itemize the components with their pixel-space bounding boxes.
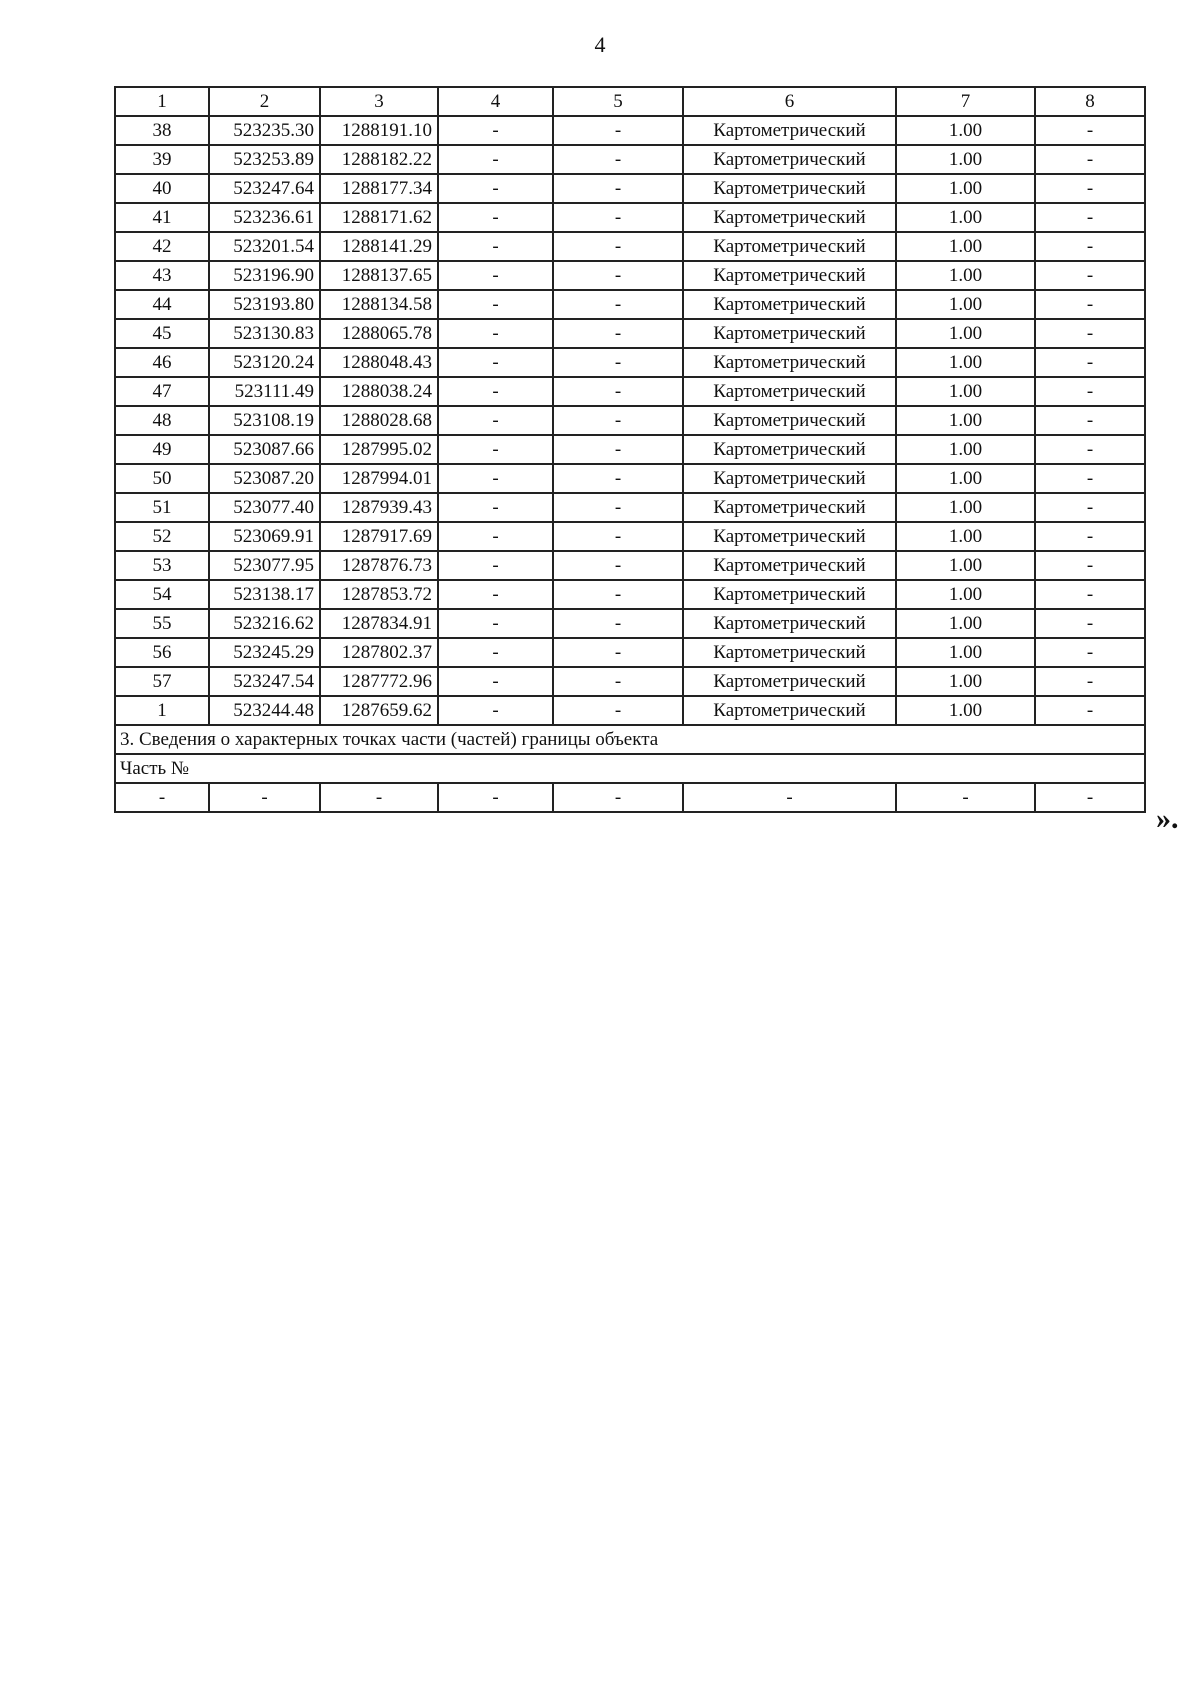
col8-cell: - [1035, 580, 1145, 609]
x-coord-cell: 523253.89 [209, 145, 320, 174]
col8-cell: - [1035, 232, 1145, 261]
empty-data-row [115, 783, 1145, 812]
x-coord-cell: 523138.17 [209, 580, 320, 609]
col8-cell: - [1035, 667, 1145, 696]
col4-cell: - [438, 638, 553, 667]
table-row [115, 638, 1145, 667]
method-cell: Картометрический [683, 377, 896, 406]
method-cell: Картометрический [683, 174, 896, 203]
col8-cell: - [1035, 406, 1145, 435]
header-cell: 6 [683, 87, 896, 116]
method-cell: Картометрический [683, 116, 896, 145]
method-cell: Картометрический [683, 232, 896, 261]
col4-cell: - [438, 464, 553, 493]
point-number-cell: 56 [115, 638, 209, 667]
accuracy-cell: 1.00 [896, 261, 1035, 290]
accuracy-cell: 1.00 [896, 290, 1035, 319]
accuracy-cell: 1.00 [896, 638, 1035, 667]
col4-cell: - [438, 203, 553, 232]
point-number-cell: 57 [115, 667, 209, 696]
point-number-cell: 43 [115, 261, 209, 290]
section3-body [115, 725, 1145, 812]
accuracy-cell: 1.00 [896, 522, 1035, 551]
table-row [115, 435, 1145, 464]
col4-cell: - [438, 377, 553, 406]
table-row [115, 522, 1145, 551]
col5-cell: - [553, 116, 683, 145]
col8-cell: - [1035, 348, 1145, 377]
y-coord-cell: 1287995.02 [320, 435, 438, 464]
empty-cell: - [1035, 783, 1145, 812]
col5-cell: - [553, 290, 683, 319]
col4-cell: - [438, 290, 553, 319]
col4-cell: - [438, 348, 553, 377]
table-row [115, 319, 1145, 348]
col8-cell: - [1035, 609, 1145, 638]
table-body [115, 87, 1145, 725]
accuracy-cell: 1.00 [896, 696, 1035, 725]
y-coord-cell: 1288065.78 [320, 319, 438, 348]
col5-cell: - [553, 174, 683, 203]
x-coord-cell: 523193.80 [209, 290, 320, 319]
point-number-cell: 46 [115, 348, 209, 377]
empty-cell: - [683, 783, 896, 812]
col5-cell: - [553, 551, 683, 580]
col4-cell: - [438, 522, 553, 551]
header-cell: 2 [209, 87, 320, 116]
col8-cell: - [1035, 377, 1145, 406]
header-cell: 7 [896, 87, 1035, 116]
method-cell: Картометрический [683, 580, 896, 609]
point-number-cell: 39 [115, 145, 209, 174]
accuracy-cell: 1.00 [896, 667, 1035, 696]
point-number-cell: 45 [115, 319, 209, 348]
table-row [115, 203, 1145, 232]
method-cell: Картометрический [683, 290, 896, 319]
col4-cell: - [438, 435, 553, 464]
accuracy-cell: 1.00 [896, 580, 1035, 609]
point-number-cell: 49 [115, 435, 209, 464]
col5-cell: - [553, 145, 683, 174]
empty-cell: - [209, 783, 320, 812]
y-coord-cell: 1287994.01 [320, 464, 438, 493]
accuracy-cell: 1.00 [896, 493, 1035, 522]
col5-cell: - [553, 203, 683, 232]
point-number-cell: 48 [115, 406, 209, 435]
x-coord-cell: 523201.54 [209, 232, 320, 261]
header-cell: 8 [1035, 87, 1145, 116]
accuracy-cell: 1.00 [896, 174, 1035, 203]
section3-title-row [115, 725, 1145, 754]
table-row [115, 232, 1145, 261]
closing-quote-mark: ». [1156, 802, 1179, 835]
accuracy-cell: 1.00 [896, 435, 1035, 464]
x-coord-cell: 523087.66 [209, 435, 320, 464]
empty-cell: - [438, 783, 553, 812]
table-row [115, 667, 1145, 696]
col5-cell: - [553, 377, 683, 406]
empty-cell: - [320, 783, 438, 812]
point-number-cell: 1 [115, 696, 209, 725]
method-cell: Картометрический [683, 319, 896, 348]
table-row [115, 406, 1145, 435]
part-label-row [115, 754, 1145, 783]
x-coord-cell: 523077.95 [209, 551, 320, 580]
point-number-cell: 52 [115, 522, 209, 551]
x-coord-cell: 523235.30 [209, 116, 320, 145]
col5-cell: - [553, 667, 683, 696]
y-coord-cell: 1288038.24 [320, 377, 438, 406]
col8-cell: - [1035, 319, 1145, 348]
point-number-cell: 40 [115, 174, 209, 203]
x-coord-cell: 523108.19 [209, 406, 320, 435]
col4-cell: - [438, 232, 553, 261]
col4-cell: - [438, 667, 553, 696]
table-row [115, 348, 1145, 377]
col5-cell: - [553, 261, 683, 290]
accuracy-cell: 1.00 [896, 609, 1035, 638]
y-coord-cell: 1288048.43 [320, 348, 438, 377]
table-row [115, 377, 1145, 406]
y-coord-cell: 1288134.58 [320, 290, 438, 319]
col4-cell: - [438, 174, 553, 203]
col5-cell: - [553, 522, 683, 551]
accuracy-cell: 1.00 [896, 203, 1035, 232]
col4-cell: - [438, 609, 553, 638]
col8-cell: - [1035, 638, 1145, 667]
x-coord-cell: 523077.40 [209, 493, 320, 522]
point-number-cell: 38 [115, 116, 209, 145]
x-coord-cell: 523247.64 [209, 174, 320, 203]
point-number-cell: 55 [115, 609, 209, 638]
accuracy-cell: 1.00 [896, 348, 1035, 377]
col8-cell: - [1035, 551, 1145, 580]
table-row [115, 696, 1145, 725]
page-number: 4 [594, 32, 606, 57]
method-cell: Картометрический [683, 551, 896, 580]
col8-cell: - [1035, 435, 1145, 464]
point-number-cell: 54 [115, 580, 209, 609]
col4-cell: - [438, 696, 553, 725]
col5-cell: - [553, 464, 683, 493]
empty-cell: - [896, 783, 1035, 812]
col4-cell: - [438, 551, 553, 580]
header-cell: 3 [320, 87, 438, 116]
col5-cell: - [553, 232, 683, 261]
x-coord-cell: 523120.24 [209, 348, 320, 377]
method-cell: Картометрический [683, 493, 896, 522]
method-cell: Картометрический [683, 609, 896, 638]
method-cell: Картометрический [683, 261, 896, 290]
col4-cell: - [438, 493, 553, 522]
col8-cell: - [1035, 261, 1145, 290]
y-coord-cell: 1288137.65 [320, 261, 438, 290]
empty-cell: - [553, 783, 683, 812]
table-row [115, 464, 1145, 493]
x-coord-cell: 523245.29 [209, 638, 320, 667]
method-cell: Картометрический [683, 638, 896, 667]
col8-cell: - [1035, 174, 1145, 203]
table-row [115, 174, 1145, 203]
empty-cell: - [115, 783, 209, 812]
method-cell: Картометрический [683, 435, 896, 464]
col4-cell: - [438, 319, 553, 348]
header-cell: 5 [553, 87, 683, 116]
col4-cell: - [438, 116, 553, 145]
header-cell: 1 [115, 87, 209, 116]
accuracy-cell: 1.00 [896, 377, 1035, 406]
x-coord-cell: 523236.61 [209, 203, 320, 232]
y-coord-cell: 1288182.22 [320, 145, 438, 174]
y-coord-cell: 1288028.68 [320, 406, 438, 435]
col8-cell: - [1035, 145, 1145, 174]
method-cell: Картометрический [683, 464, 896, 493]
col5-cell: - [553, 696, 683, 725]
y-coord-cell: 1287772.96 [320, 667, 438, 696]
point-number-cell: 47 [115, 377, 209, 406]
col5-cell: - [553, 493, 683, 522]
col5-cell: - [553, 609, 683, 638]
x-coord-cell: 523216.62 [209, 609, 320, 638]
table-row [115, 580, 1145, 609]
accuracy-cell: 1.00 [896, 145, 1035, 174]
col4-cell: - [438, 406, 553, 435]
accuracy-cell: 1.00 [896, 464, 1035, 493]
table-row [115, 551, 1145, 580]
y-coord-cell: 1287876.73 [320, 551, 438, 580]
x-coord-cell: 523087.20 [209, 464, 320, 493]
table-row [115, 145, 1145, 174]
y-coord-cell: 1287939.43 [320, 493, 438, 522]
accuracy-cell: 1.00 [896, 116, 1035, 145]
point-number-cell: 53 [115, 551, 209, 580]
section3-title: 3. Сведения о характерных точках части (частей) границы объекта [115, 725, 1145, 754]
col5-cell: - [553, 406, 683, 435]
x-coord-cell: 523196.90 [209, 261, 320, 290]
method-cell: Картометрический [683, 348, 896, 377]
y-coord-cell: 1287834.91 [320, 609, 438, 638]
y-coord-cell: 1287802.37 [320, 638, 438, 667]
point-number-cell: 50 [115, 464, 209, 493]
header-cell: 4 [438, 87, 553, 116]
accuracy-cell: 1.00 [896, 319, 1035, 348]
col5-cell: - [553, 319, 683, 348]
y-coord-cell: 1287853.72 [320, 580, 438, 609]
table-row [115, 261, 1145, 290]
method-cell: Картометрический [683, 145, 896, 174]
method-cell: Картометрический [683, 406, 896, 435]
method-cell: Картометрический [683, 696, 896, 725]
col8-cell: - [1035, 290, 1145, 319]
x-coord-cell: 523130.83 [209, 319, 320, 348]
table-row [115, 609, 1145, 638]
x-coord-cell: 523244.48 [209, 696, 320, 725]
col8-cell: - [1035, 116, 1145, 145]
x-coord-cell: 523069.91 [209, 522, 320, 551]
col8-cell: - [1035, 522, 1145, 551]
col8-cell: - [1035, 203, 1145, 232]
col4-cell: - [438, 145, 553, 174]
col5-cell: - [553, 638, 683, 667]
col8-cell: - [1035, 464, 1145, 493]
table-row [115, 116, 1145, 145]
point-number-cell: 41 [115, 203, 209, 232]
part-label: Часть № [115, 754, 1145, 783]
y-coord-cell: 1288191.10 [320, 116, 438, 145]
method-cell: Картометрический [683, 203, 896, 232]
header-row [115, 87, 1145, 116]
col8-cell: - [1035, 696, 1145, 725]
method-cell: Картометрический [683, 667, 896, 696]
coordinates-table [114, 86, 1146, 813]
table-row [115, 290, 1145, 319]
accuracy-cell: 1.00 [896, 551, 1035, 580]
col5-cell: - [553, 348, 683, 377]
col4-cell: - [438, 261, 553, 290]
table-row [115, 493, 1145, 522]
col5-cell: - [553, 435, 683, 464]
point-number-cell: 42 [115, 232, 209, 261]
y-coord-cell: 1288177.34 [320, 174, 438, 203]
accuracy-cell: 1.00 [896, 406, 1035, 435]
y-coord-cell: 1288141.29 [320, 232, 438, 261]
col4-cell: - [438, 580, 553, 609]
col5-cell: - [553, 580, 683, 609]
y-coord-cell: 1287659.62 [320, 696, 438, 725]
x-coord-cell: 523247.54 [209, 667, 320, 696]
method-cell: Картометрический [683, 522, 896, 551]
point-number-cell: 51 [115, 493, 209, 522]
accuracy-cell: 1.00 [896, 232, 1035, 261]
y-coord-cell: 1287917.69 [320, 522, 438, 551]
col8-cell: - [1035, 493, 1145, 522]
x-coord-cell: 523111.49 [209, 377, 320, 406]
point-number-cell: 44 [115, 290, 209, 319]
y-coord-cell: 1288171.62 [320, 203, 438, 232]
